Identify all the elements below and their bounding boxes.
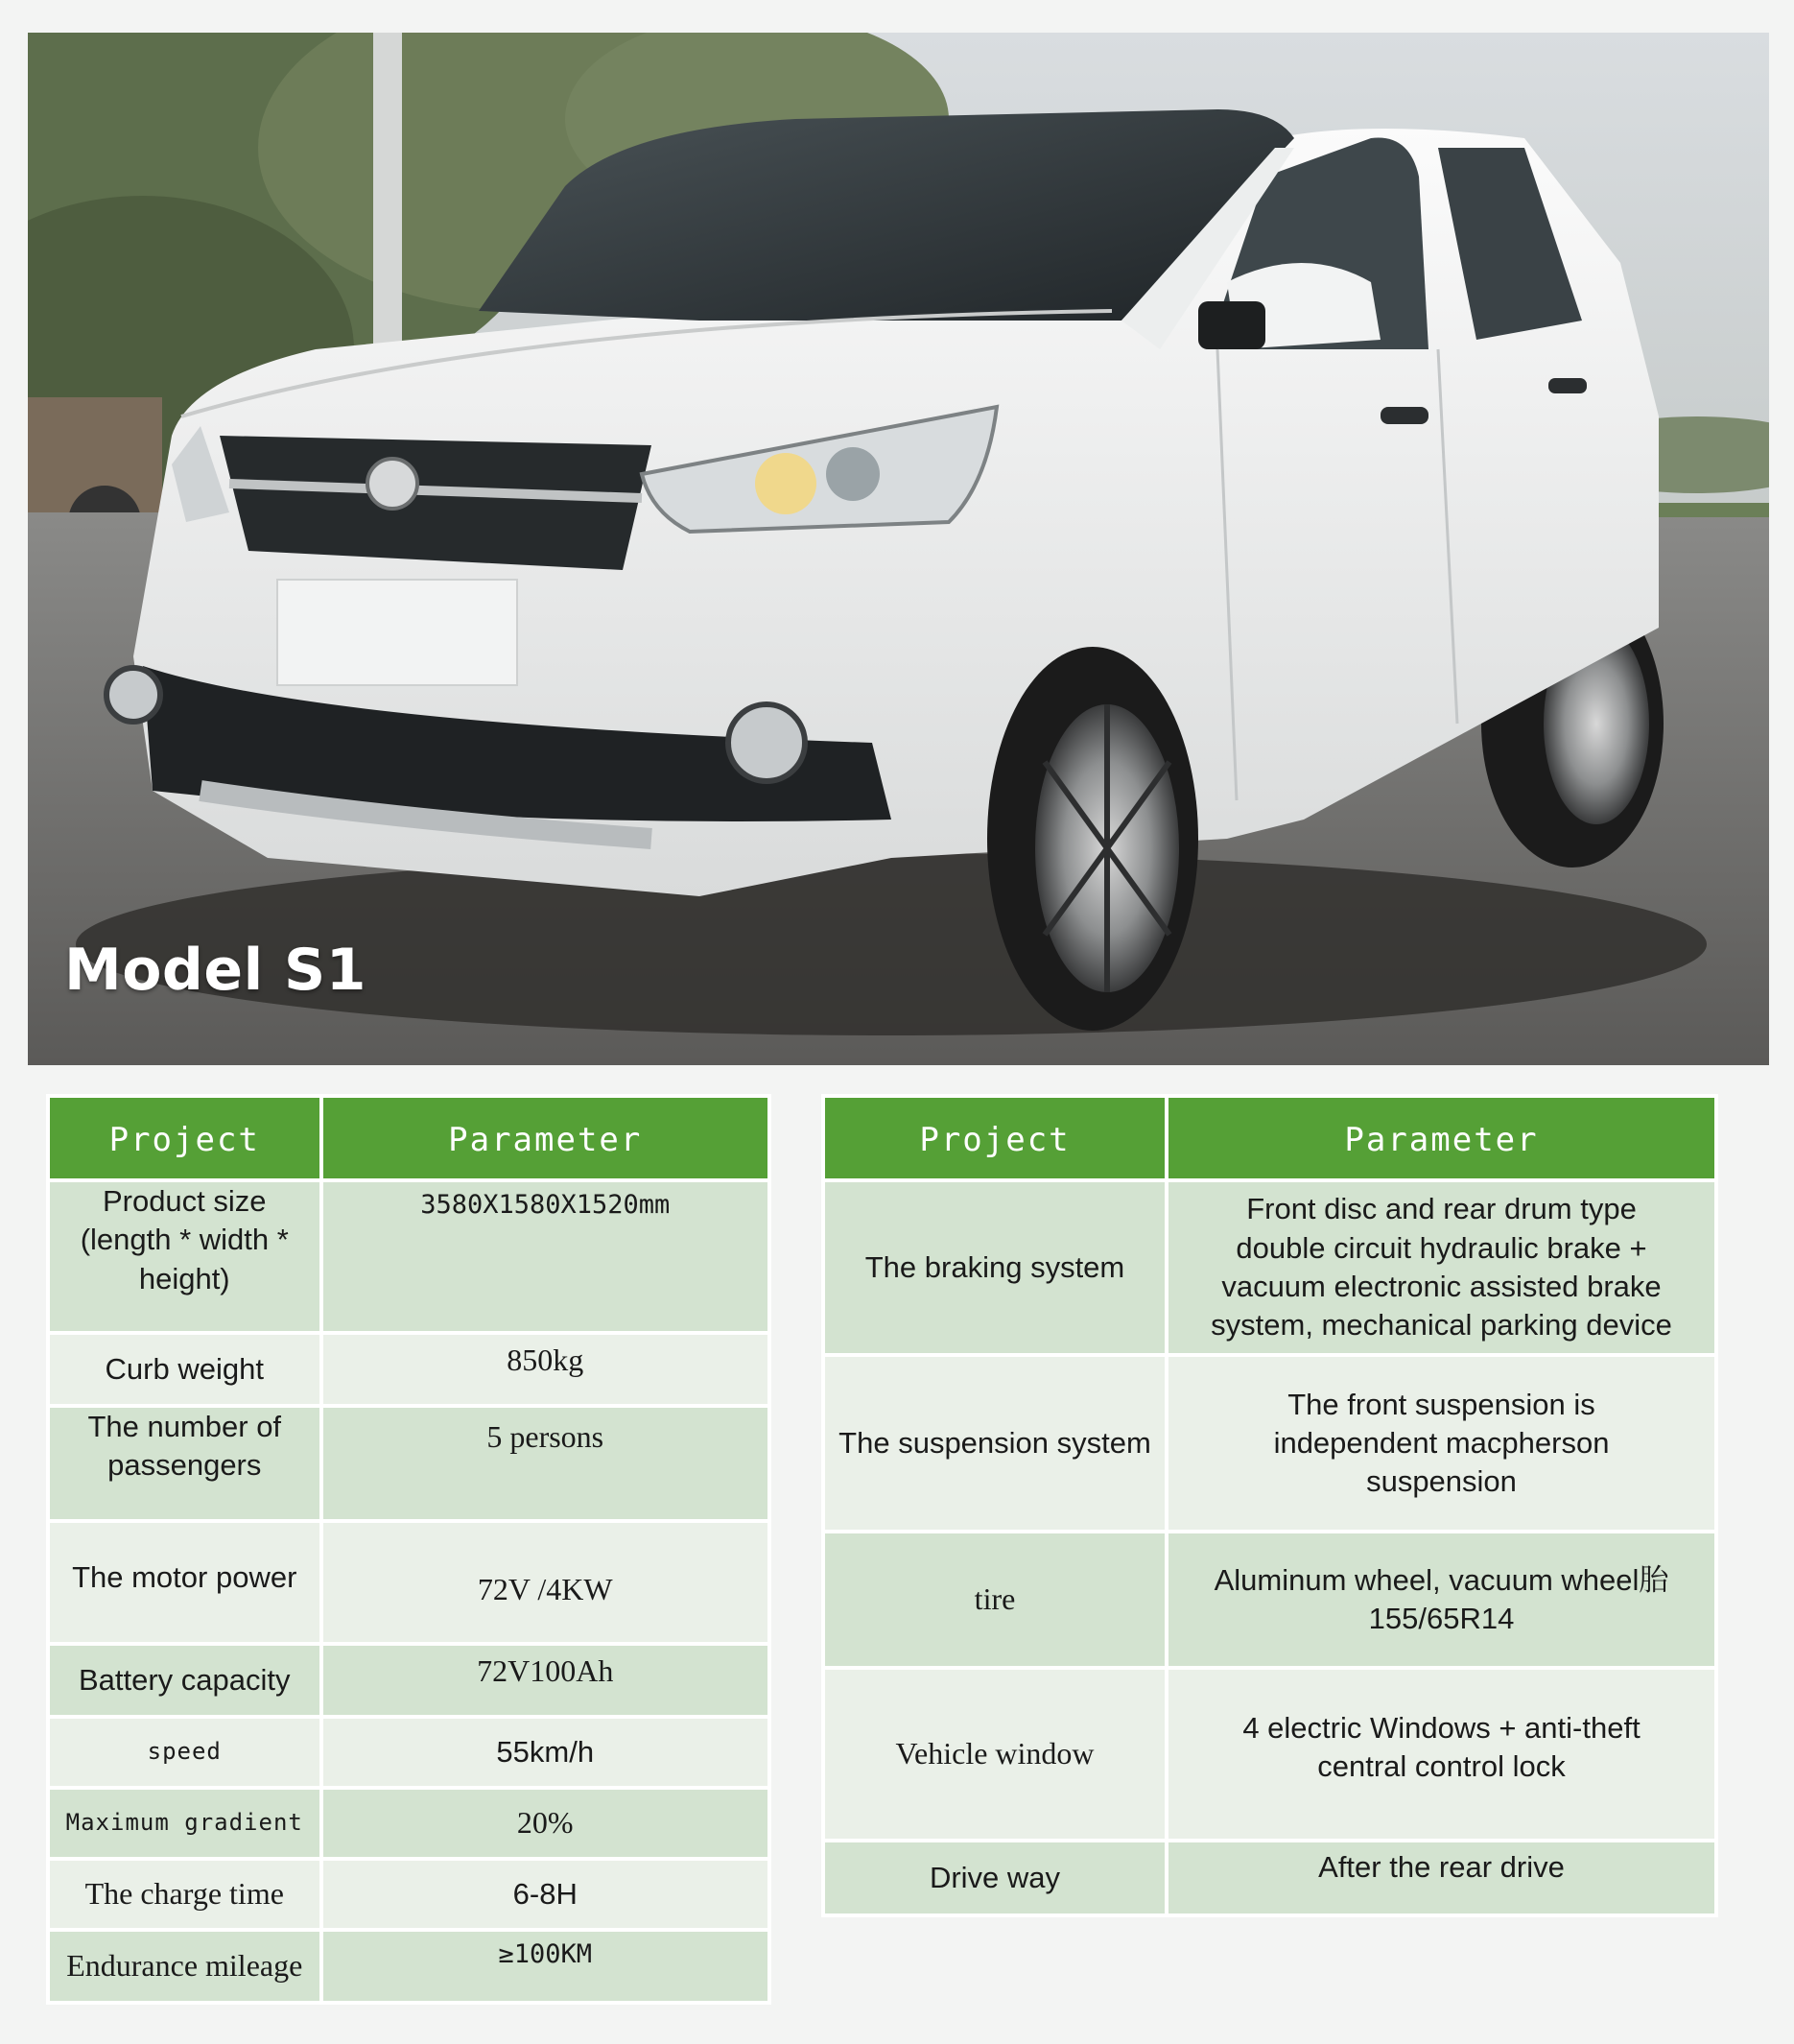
- table-row: [825, 1357, 1714, 1530]
- table-row: [50, 1861, 767, 1928]
- table-row: [50, 1719, 767, 1786]
- table-row: [825, 1533, 1714, 1666]
- parameter-cell: 6-8H: [323, 1861, 768, 1928]
- parameter-cell: Front disc and rear drum type double circuit hydraulic brake + vacuum electronic assisted brake system, mechanical parking device: [1168, 1182, 1714, 1353]
- project-cell: Maximum gradient: [50, 1790, 319, 1857]
- parameter-cell: 5 persons: [323, 1408, 768, 1519]
- header-project: Project: [825, 1098, 1165, 1178]
- parameter-cell: 72V /4KW: [323, 1523, 768, 1642]
- parameter-cell: ≥100KM: [323, 1932, 768, 2001]
- project-cell: The number of passengers: [50, 1408, 319, 1519]
- project-cell: tire: [825, 1533, 1165, 1666]
- project-cell: speed: [50, 1719, 319, 1786]
- project-cell: The braking system: [825, 1182, 1165, 1353]
- project-cell: The motor power: [50, 1523, 319, 1642]
- table-row: [50, 1182, 767, 1331]
- left-spec-table: [46, 1094, 771, 2005]
- parameter-cell: 55km/h: [323, 1719, 768, 1786]
- header-project: Project: [50, 1098, 319, 1178]
- model-title: Model S1: [64, 937, 366, 1004]
- header-parameter: Parameter: [1168, 1098, 1714, 1178]
- table-row: [825, 1670, 1714, 1839]
- table-row: [50, 1646, 767, 1715]
- table-row: [50, 1408, 767, 1519]
- table-row: [825, 1842, 1714, 1913]
- table-row: [50, 1523, 767, 1642]
- parameter-cell: 72V100Ah: [323, 1646, 768, 1715]
- parameter-cell: 3580X1580X1520mm: [323, 1182, 768, 1331]
- parameter-cell: After the rear drive: [1168, 1842, 1714, 1913]
- project-cell: Drive way: [825, 1842, 1165, 1913]
- project-cell: Battery capacity: [50, 1646, 319, 1715]
- right-spec-table: [821, 1094, 1718, 1917]
- table-row: [50, 1335, 767, 1404]
- parameter-cell: Aluminum wheel, vacuum wheel胎 155/65R14: [1168, 1533, 1714, 1666]
- project-cell: The suspension system: [825, 1357, 1165, 1530]
- table-row: [825, 1182, 1714, 1353]
- hero-photo: [28, 33, 1769, 1065]
- car-illustration: [28, 33, 1769, 1065]
- header-parameter: Parameter: [323, 1098, 768, 1178]
- project-cell: The charge time: [50, 1861, 319, 1928]
- project-cell: Endurance mileage: [50, 1932, 319, 2001]
- project-cell: Curb weight: [50, 1335, 319, 1404]
- table-row: [50, 1932, 767, 2001]
- project-cell: Product size (length * width * height): [50, 1182, 319, 1331]
- parameter-cell: The front suspension is independent macpherson suspension: [1168, 1357, 1714, 1530]
- parameter-cell: 4 electric Windows + anti-theft central control lock: [1168, 1670, 1714, 1839]
- parameter-cell: 20%: [323, 1790, 768, 1857]
- table-row: [50, 1790, 767, 1857]
- parameter-cell: 850kg: [323, 1335, 768, 1404]
- project-cell: Vehicle window: [825, 1670, 1165, 1839]
